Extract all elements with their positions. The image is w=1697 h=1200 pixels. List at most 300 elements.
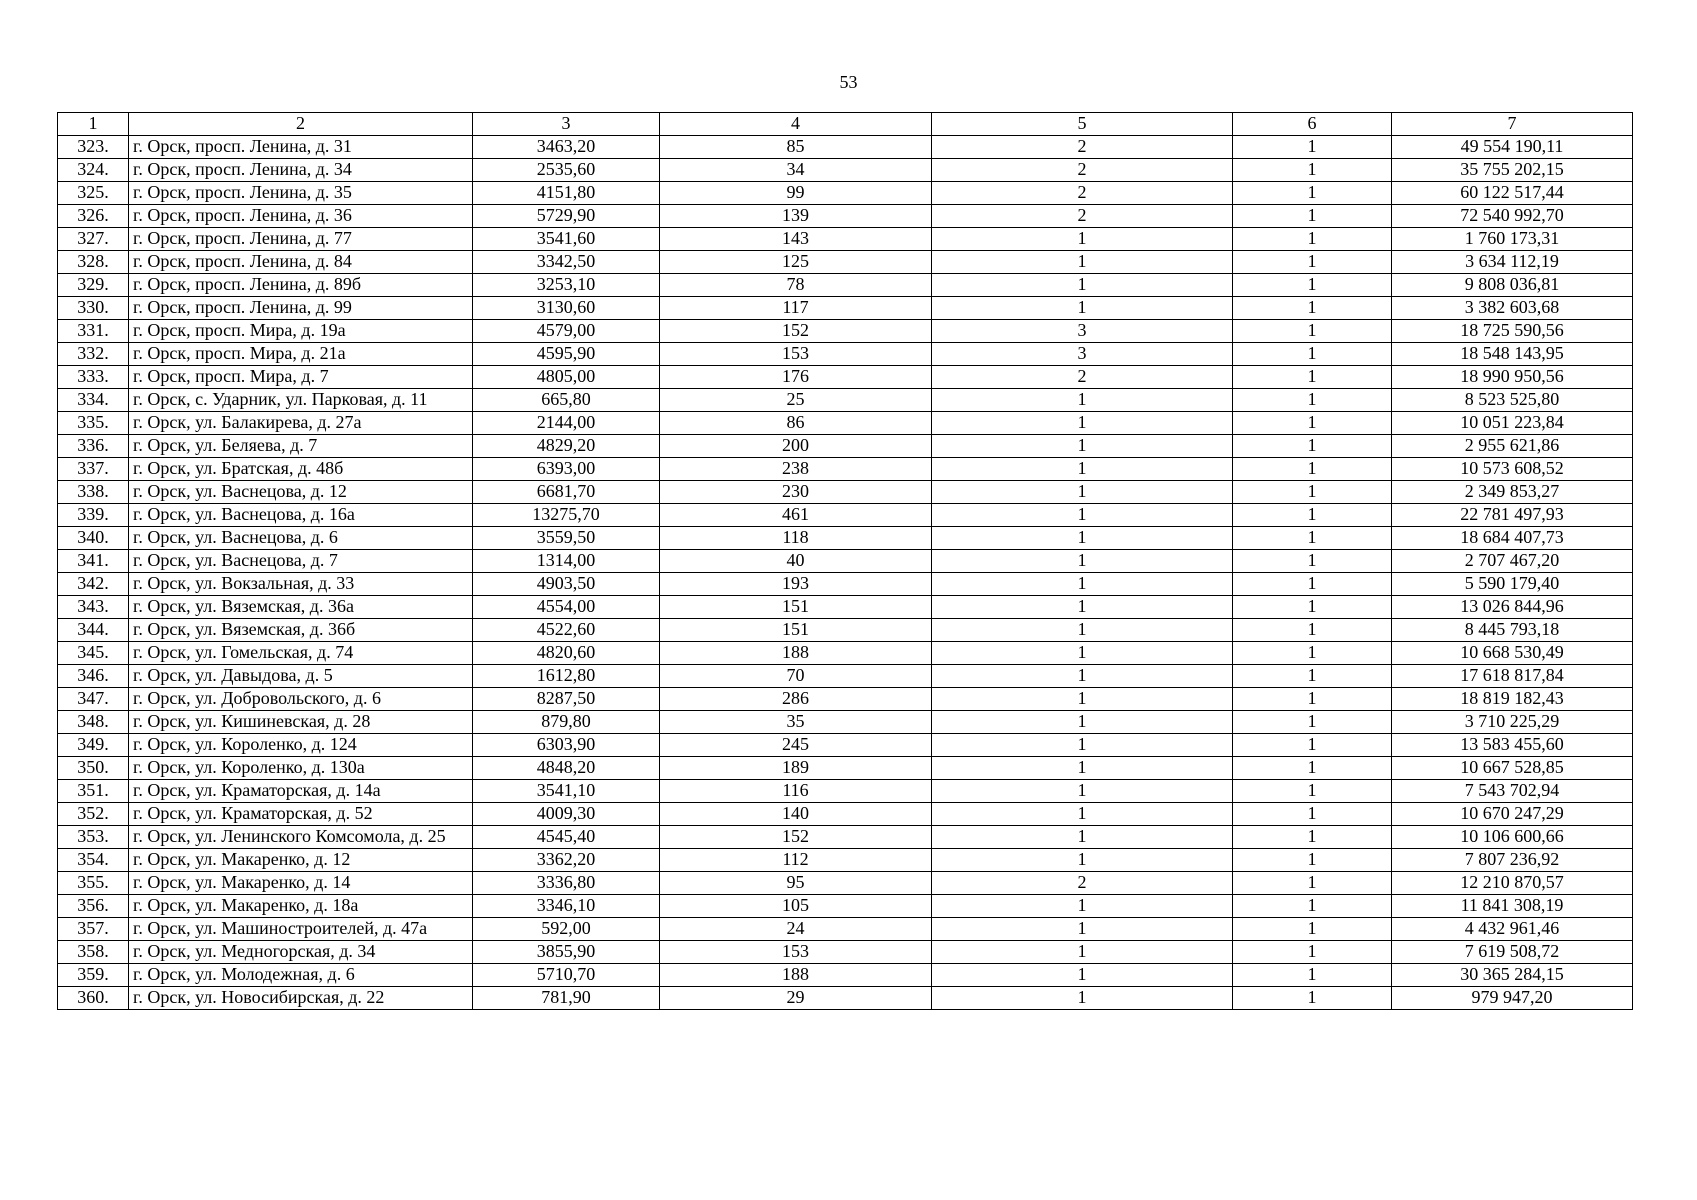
cell-row-number: 355. [58, 872, 129, 895]
cell-address: г. Орск, ул. Васнецова, д. 16а [129, 504, 473, 527]
cell-amount: 9 808 036,81 [1392, 274, 1633, 297]
cell-count: 117 [660, 297, 932, 320]
table-row [58, 780, 1633, 803]
cell-value-5: 1 [932, 734, 1233, 757]
cell-area: 4903,50 [473, 573, 660, 596]
cell-area: 4579,00 [473, 320, 660, 343]
cell-value-6: 1 [1233, 435, 1392, 458]
cell-count: 95 [660, 872, 932, 895]
cell-address: г. Орск, ул. Краматорская, д. 14а [129, 780, 473, 803]
cell-value-6: 1 [1233, 918, 1392, 941]
cell-area: 3346,10 [473, 895, 660, 918]
cell-address: г. Орск, ул. Короленко, д. 124 [129, 734, 473, 757]
cell-count: 176 [660, 366, 932, 389]
cell-area: 4805,00 [473, 366, 660, 389]
table-row [58, 826, 1633, 849]
cell-value-6: 1 [1233, 803, 1392, 826]
table-row [58, 918, 1633, 941]
cell-count: 29 [660, 987, 932, 1010]
cell-area: 592,00 [473, 918, 660, 941]
cell-area: 3541,10 [473, 780, 660, 803]
cell-row-number: 330. [58, 297, 129, 320]
cell-address: г. Орск, ул. Вокзальная, д. 33 [129, 573, 473, 596]
table-row [58, 596, 1633, 619]
cell-value-5: 1 [932, 573, 1233, 596]
cell-row-number: 328. [58, 251, 129, 274]
cell-row-number: 343. [58, 596, 129, 619]
cell-count: 230 [660, 481, 932, 504]
cell-amount: 7 807 236,92 [1392, 849, 1633, 872]
cell-row-number: 335. [58, 412, 129, 435]
table-row [58, 711, 1633, 734]
cell-count: 286 [660, 688, 932, 711]
cell-count: 188 [660, 642, 932, 665]
cell-area: 13275,70 [473, 504, 660, 527]
cell-row-number: 338. [58, 481, 129, 504]
cell-value-5: 1 [932, 458, 1233, 481]
cell-address: г. Орск, просп. Ленина, д. 31 [129, 136, 473, 159]
table-body [58, 136, 1633, 1010]
cell-value-5: 1 [932, 964, 1233, 987]
cell-count: 118 [660, 527, 932, 550]
cell-area: 781,90 [473, 987, 660, 1010]
cell-count: 461 [660, 504, 932, 527]
cell-row-number: 336. [58, 435, 129, 458]
cell-area: 4848,20 [473, 757, 660, 780]
cell-value-5: 1 [932, 665, 1233, 688]
table-row [58, 228, 1633, 251]
cell-count: 152 [660, 826, 932, 849]
cell-value-6: 1 [1233, 504, 1392, 527]
cell-area: 3342,50 [473, 251, 660, 274]
cell-address: г. Орск, просп. Ленина, д. 35 [129, 182, 473, 205]
cell-amount: 17 618 817,84 [1392, 665, 1633, 688]
cell-value-5: 1 [932, 849, 1233, 872]
table-row [58, 941, 1633, 964]
cell-value-6: 1 [1233, 711, 1392, 734]
cell-value-5: 2 [932, 182, 1233, 205]
column-header-1: 1 [58, 113, 129, 136]
cell-address: г. Орск, ул. Васнецова, д. 12 [129, 481, 473, 504]
cell-address: г. Орск, просп. Ленина, д. 36 [129, 205, 473, 228]
cell-address: г. Орск, ул. Гомельская, д. 74 [129, 642, 473, 665]
cell-value-6: 1 [1233, 136, 1392, 159]
cell-address: г. Орск, ул. Давыдова, д. 5 [129, 665, 473, 688]
table-row [58, 412, 1633, 435]
cell-area: 3463,20 [473, 136, 660, 159]
cell-row-number: 347. [58, 688, 129, 711]
cell-area: 1314,00 [473, 550, 660, 573]
cell-amount: 3 382 603,68 [1392, 297, 1633, 320]
cell-value-5: 1 [932, 297, 1233, 320]
table-row [58, 734, 1633, 757]
table-row [58, 251, 1633, 274]
cell-value-6: 1 [1233, 251, 1392, 274]
table-row [58, 205, 1633, 228]
table-row [58, 527, 1633, 550]
cell-value-6: 1 [1233, 895, 1392, 918]
cell-amount: 10 106 600,66 [1392, 826, 1633, 849]
data-table [57, 112, 1633, 1010]
cell-value-6: 1 [1233, 412, 1392, 435]
cell-value-5: 1 [932, 642, 1233, 665]
cell-count: 245 [660, 734, 932, 757]
cell-address: г. Орск, ул. Васнецова, д. 6 [129, 527, 473, 550]
cell-amount: 11 841 308,19 [1392, 895, 1633, 918]
cell-value-6: 1 [1233, 872, 1392, 895]
cell-amount: 12 210 870,57 [1392, 872, 1633, 895]
cell-area: 3130,60 [473, 297, 660, 320]
cell-amount: 18 819 182,43 [1392, 688, 1633, 711]
cell-amount: 35 755 202,15 [1392, 159, 1633, 182]
cell-amount: 1 760 173,31 [1392, 228, 1633, 251]
cell-area: 4595,90 [473, 343, 660, 366]
cell-value-5: 2 [932, 136, 1233, 159]
cell-row-number: 342. [58, 573, 129, 596]
cell-amount: 2 349 853,27 [1392, 481, 1633, 504]
cell-amount: 18 725 590,56 [1392, 320, 1633, 343]
cell-amount: 3 710 225,29 [1392, 711, 1633, 734]
table-row [58, 895, 1633, 918]
table-row [58, 458, 1633, 481]
table-row [58, 504, 1633, 527]
cell-area: 6393,00 [473, 458, 660, 481]
cell-area: 3559,50 [473, 527, 660, 550]
cell-area: 3855,90 [473, 941, 660, 964]
cell-row-number: 348. [58, 711, 129, 734]
table-row [58, 481, 1633, 504]
cell-value-5: 1 [932, 711, 1233, 734]
cell-value-5: 1 [932, 619, 1233, 642]
cell-value-6: 1 [1233, 159, 1392, 182]
cell-row-number: 353. [58, 826, 129, 849]
cell-value-5: 1 [932, 918, 1233, 941]
cell-value-5: 1 [932, 274, 1233, 297]
cell-amount: 5 590 179,40 [1392, 573, 1633, 596]
cell-value-6: 1 [1233, 757, 1392, 780]
cell-value-6: 1 [1233, 550, 1392, 573]
cell-count: 151 [660, 596, 932, 619]
cell-value-6: 1 [1233, 458, 1392, 481]
cell-value-6: 1 [1233, 228, 1392, 251]
table-row [58, 573, 1633, 596]
cell-value-5: 1 [932, 504, 1233, 527]
cell-value-5: 1 [932, 389, 1233, 412]
cell-value-5: 1 [932, 780, 1233, 803]
table-row [58, 343, 1633, 366]
cell-area: 5710,70 [473, 964, 660, 987]
cell-value-6: 1 [1233, 665, 1392, 688]
cell-count: 35 [660, 711, 932, 734]
cell-amount: 7 543 702,94 [1392, 780, 1633, 803]
cell-value-5: 3 [932, 320, 1233, 343]
table-row [58, 274, 1633, 297]
cell-value-5: 3 [932, 343, 1233, 366]
table-row [58, 803, 1633, 826]
cell-value-6: 1 [1233, 642, 1392, 665]
cell-address: г. Орск, ул. Медногорская, д. 34 [129, 941, 473, 964]
cell-row-number: 329. [58, 274, 129, 297]
cell-value-6: 1 [1233, 182, 1392, 205]
cell-count: 34 [660, 159, 932, 182]
cell-row-number: 340. [58, 527, 129, 550]
table-row [58, 136, 1633, 159]
cell-value-5: 1 [932, 688, 1233, 711]
cell-area: 3253,10 [473, 274, 660, 297]
cell-count: 125 [660, 251, 932, 274]
cell-value-5: 1 [932, 481, 1233, 504]
cell-value-6: 1 [1233, 941, 1392, 964]
cell-address: г. Орск, ул. Балакирева, д. 27а [129, 412, 473, 435]
cell-value-6: 1 [1233, 343, 1392, 366]
cell-value-6: 1 [1233, 274, 1392, 297]
cell-address: г. Орск, просп. Ленина, д. 89б [129, 274, 473, 297]
cell-row-number: 325. [58, 182, 129, 205]
cell-amount: 979 947,20 [1392, 987, 1633, 1010]
cell-address: г. Орск, ул. Макаренко, д. 18а [129, 895, 473, 918]
cell-address: г. Орск, ул. Беляева, д. 7 [129, 435, 473, 458]
cell-count: 105 [660, 895, 932, 918]
cell-value-5: 1 [932, 826, 1233, 849]
cell-address: г. Орск, ул. Новосибирская, д. 22 [129, 987, 473, 1010]
cell-count: 86 [660, 412, 932, 435]
cell-area: 5729,90 [473, 205, 660, 228]
cell-amount: 10 051 223,84 [1392, 412, 1633, 435]
cell-area: 4554,00 [473, 596, 660, 619]
cell-count: 152 [660, 320, 932, 343]
cell-value-5: 2 [932, 205, 1233, 228]
cell-amount: 60 122 517,44 [1392, 182, 1633, 205]
cell-row-number: 358. [58, 941, 129, 964]
cell-row-number: 345. [58, 642, 129, 665]
cell-count: 151 [660, 619, 932, 642]
cell-address: г. Орск, ул. Ленинского Комсомола, д. 25 [129, 826, 473, 849]
cell-row-number: 334. [58, 389, 129, 412]
cell-count: 25 [660, 389, 932, 412]
cell-value-6: 1 [1233, 619, 1392, 642]
cell-value-5: 2 [932, 366, 1233, 389]
cell-address: г. Орск, просп. Мира, д. 7 [129, 366, 473, 389]
cell-amount: 72 540 992,70 [1392, 205, 1633, 228]
cell-value-5: 1 [932, 941, 1233, 964]
cell-count: 85 [660, 136, 932, 159]
cell-amount: 10 668 530,49 [1392, 642, 1633, 665]
cell-row-number: 352. [58, 803, 129, 826]
cell-area: 879,80 [473, 711, 660, 734]
cell-amount: 2 707 467,20 [1392, 550, 1633, 573]
cell-value-5: 1 [932, 251, 1233, 274]
cell-count: 78 [660, 274, 932, 297]
cell-count: 116 [660, 780, 932, 803]
cell-row-number: 323. [58, 136, 129, 159]
column-header-4: 4 [660, 113, 932, 136]
cell-value-6: 1 [1233, 826, 1392, 849]
table-row [58, 389, 1633, 412]
cell-amount: 18 548 143,95 [1392, 343, 1633, 366]
cell-row-number: 359. [58, 964, 129, 987]
cell-address: г. Орск, просп. Ленина, д. 34 [129, 159, 473, 182]
table-row [58, 757, 1633, 780]
cell-area: 4522,60 [473, 619, 660, 642]
cell-value-6: 1 [1233, 320, 1392, 343]
cell-count: 140 [660, 803, 932, 826]
cell-address: г. Орск, ул. Вяземская, д. 36а [129, 596, 473, 619]
cell-count: 200 [660, 435, 932, 458]
cell-amount: 8 523 525,80 [1392, 389, 1633, 412]
cell-row-number: 360. [58, 987, 129, 1010]
table-row [58, 366, 1633, 389]
cell-value-5: 1 [932, 412, 1233, 435]
table-row [58, 964, 1633, 987]
cell-address: г. Орск, просп. Ленина, д. 84 [129, 251, 473, 274]
cell-value-5: 1 [932, 895, 1233, 918]
cell-area: 6681,70 [473, 481, 660, 504]
cell-amount: 13 026 844,96 [1392, 596, 1633, 619]
page-number: 53 [839, 72, 858, 92]
table-row [58, 872, 1633, 895]
column-header-5: 5 [932, 113, 1233, 136]
table-row [58, 642, 1633, 665]
cell-row-number: 354. [58, 849, 129, 872]
table-row [58, 849, 1633, 872]
cell-row-number: 356. [58, 895, 129, 918]
cell-address: г. Орск, просп. Мира, д. 21а [129, 343, 473, 366]
cell-value-6: 1 [1233, 389, 1392, 412]
cell-count: 24 [660, 918, 932, 941]
cell-address: г. Орск, ул. Короленко, д. 130а [129, 757, 473, 780]
cell-row-number: 357. [58, 918, 129, 941]
cell-row-number: 349. [58, 734, 129, 757]
cell-amount: 2 955 621,86 [1392, 435, 1633, 458]
cell-area: 3336,80 [473, 872, 660, 895]
table-row [58, 297, 1633, 320]
cell-value-5: 1 [932, 757, 1233, 780]
cell-row-number: 326. [58, 205, 129, 228]
cell-area: 4545,40 [473, 826, 660, 849]
cell-address: г. Орск, ул. Макаренко, д. 14 [129, 872, 473, 895]
cell-value-5: 1 [932, 435, 1233, 458]
cell-area: 3362,20 [473, 849, 660, 872]
cell-area: 4009,30 [473, 803, 660, 826]
cell-row-number: 337. [58, 458, 129, 481]
cell-value-5: 1 [932, 527, 1233, 550]
table-header [58, 113, 1633, 136]
cell-row-number: 344. [58, 619, 129, 642]
column-header-6: 6 [1233, 113, 1392, 136]
cell-address: г. Орск, ул. Васнецова, д. 7 [129, 550, 473, 573]
cell-address: г. Орск, с. Ударник, ул. Парковая, д. 11 [129, 389, 473, 412]
cell-value-6: 1 [1233, 527, 1392, 550]
cell-value-6: 1 [1233, 780, 1392, 803]
cell-address: г. Орск, ул. Макаренко, д. 12 [129, 849, 473, 872]
cell-row-number: 346. [58, 665, 129, 688]
cell-value-5: 1 [932, 550, 1233, 573]
cell-amount: 13 583 455,60 [1392, 734, 1633, 757]
table-row [58, 435, 1633, 458]
cell-row-number: 333. [58, 366, 129, 389]
header-row [58, 113, 1633, 136]
cell-amount: 18 990 950,56 [1392, 366, 1633, 389]
cell-value-5: 2 [932, 872, 1233, 895]
cell-amount: 30 365 284,15 [1392, 964, 1633, 987]
table-row [58, 987, 1633, 1010]
cell-area: 2535,60 [473, 159, 660, 182]
cell-count: 189 [660, 757, 932, 780]
cell-address: г. Орск, просп. Ленина, д. 77 [129, 228, 473, 251]
cell-value-6: 1 [1233, 573, 1392, 596]
cell-count: 99 [660, 182, 932, 205]
cell-amount: 7 619 508,72 [1392, 941, 1633, 964]
cell-area: 6303,90 [473, 734, 660, 757]
cell-amount: 4 432 961,46 [1392, 918, 1633, 941]
cell-count: 193 [660, 573, 932, 596]
cell-amount: 10 573 608,52 [1392, 458, 1633, 481]
cell-row-number: 327. [58, 228, 129, 251]
cell-amount: 18 684 407,73 [1392, 527, 1633, 550]
cell-count: 188 [660, 964, 932, 987]
cell-value-6: 1 [1233, 297, 1392, 320]
cell-address: г. Орск, просп. Мира, д. 19а [129, 320, 473, 343]
cell-value-5: 1 [932, 228, 1233, 251]
cell-value-6: 1 [1233, 366, 1392, 389]
cell-area: 3541,60 [473, 228, 660, 251]
table-row [58, 182, 1633, 205]
cell-area: 8287,50 [473, 688, 660, 711]
cell-row-number: 332. [58, 343, 129, 366]
column-header-7: 7 [1392, 113, 1633, 136]
cell-count: 153 [660, 941, 932, 964]
cell-area: 4829,20 [473, 435, 660, 458]
cell-area: 4151,80 [473, 182, 660, 205]
cell-value-6: 1 [1233, 849, 1392, 872]
cell-amount: 10 667 528,85 [1392, 757, 1633, 780]
cell-value-5: 1 [932, 803, 1233, 826]
cell-value-6: 1 [1233, 596, 1392, 619]
cell-count: 70 [660, 665, 932, 688]
cell-amount: 3 634 112,19 [1392, 251, 1633, 274]
cell-count: 139 [660, 205, 932, 228]
cell-value-6: 1 [1233, 688, 1392, 711]
cell-address: г. Орск, ул. Краматорская, д. 52 [129, 803, 473, 826]
cell-address: г. Орск, просп. Ленина, д. 99 [129, 297, 473, 320]
cell-count: 153 [660, 343, 932, 366]
table-row [58, 550, 1633, 573]
cell-value-6: 1 [1233, 205, 1392, 228]
cell-row-number: 324. [58, 159, 129, 182]
cell-count: 238 [660, 458, 932, 481]
cell-amount: 8 445 793,18 [1392, 619, 1633, 642]
cell-amount: 10 670 247,29 [1392, 803, 1633, 826]
cell-area: 665,80 [473, 389, 660, 412]
cell-area: 4820,60 [473, 642, 660, 665]
cell-value-6: 1 [1233, 734, 1392, 757]
cell-address: г. Орск, ул. Добровольского, д. 6 [129, 688, 473, 711]
cell-count: 112 [660, 849, 932, 872]
cell-row-number: 341. [58, 550, 129, 573]
cell-amount: 22 781 497,93 [1392, 504, 1633, 527]
cell-count: 40 [660, 550, 932, 573]
cell-value-5: 1 [932, 596, 1233, 619]
cell-row-number: 331. [58, 320, 129, 343]
cell-value-5: 2 [932, 159, 1233, 182]
cell-area: 1612,80 [473, 665, 660, 688]
cell-row-number: 339. [58, 504, 129, 527]
cell-row-number: 351. [58, 780, 129, 803]
cell-address: г. Орск, ул. Молодежная, д. 6 [129, 964, 473, 987]
table-row [58, 619, 1633, 642]
cell-value-6: 1 [1233, 964, 1392, 987]
column-header-2: 2 [129, 113, 473, 136]
